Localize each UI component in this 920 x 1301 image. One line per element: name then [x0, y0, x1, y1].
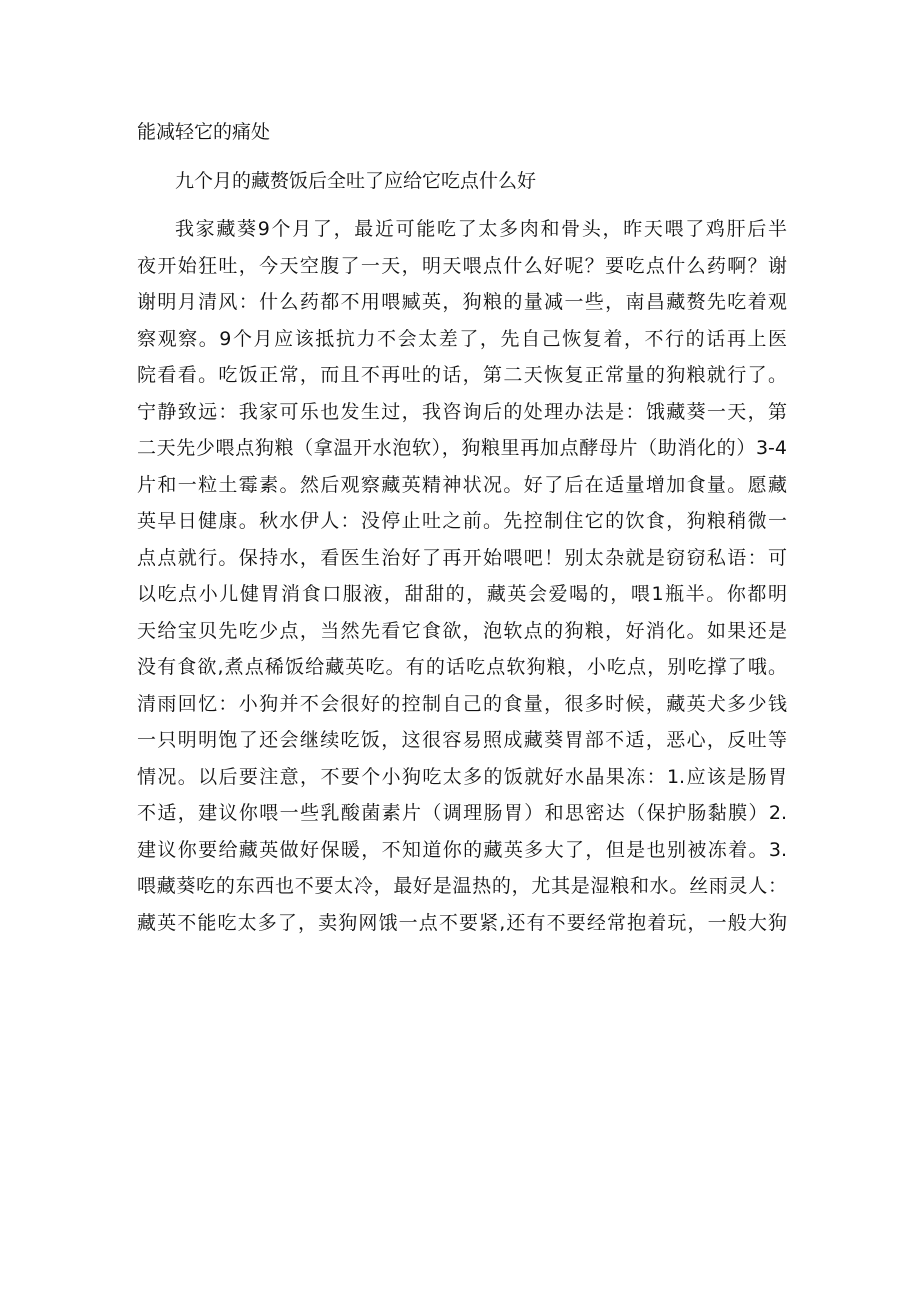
paragraph-line: 建议你要给藏英做好保暖，不知道你的藏英多大了，但是也别被冻着。3.	[137, 838, 787, 861]
text-line-continuation: 能减轻它的痛处	[137, 121, 271, 143]
paragraph-line: 以吃点小儿健胃消食口服液，甜甜的，藏英会爱喝的，喂1瓶半。你都明	[137, 583, 787, 605]
paragraph-line: 不适，建议你喂一些乳酸菌素片（调理肠胃）和思密达（保护肠黏膜）2.	[137, 802, 787, 824]
paragraph-line: 情况。以后要注意，不要个小狗吃太多的饭就好水晶果冻：1.应该是肠胃	[137, 765, 787, 788]
paragraph-line: 谢明月清风：什么药都不用喂臧英，狗粮的量减一些，南昌藏赘先吃着观	[137, 291, 787, 313]
paragraph-line: 二天先少喂点狗粮（拿温开水泡软），狗粮里再加点酵母片（助消化的）3-4	[137, 437, 787, 459]
paragraph-line: 片和一粒土霉素。然后观察藏英精神状况。好了后在适量增加食量。愿藏	[137, 473, 787, 496]
document-body	[137, 114, 787, 941]
paragraph-line: 宁静致远：我家可乐也发生过，我咨询后的处理办法是：饿藏葵一天，第	[137, 400, 787, 423]
paragraph-line: 清雨回忆：小狗并不会很好的控制自己的食量，很多时候，藏英犬多少钱	[137, 692, 787, 715]
paragraph-line: 夜开始狂吐，今天空腹了一天，明天喂点什么好呢？要吃点什么药啊？谢	[137, 254, 787, 277]
paragraph-line: 藏英不能吃太多了，卖狗网饿一点不要紧,还有不要经常抱着玩，一般大狗	[137, 911, 787, 934]
paragraph-line: 天给宝贝先吃少点，当然先看它食欲，泡软点的狗粮，好消化。如果还是	[137, 619, 787, 642]
section-heading: 九个月的藏赘饭后全吐了应给它吃点什么好	[175, 169, 537, 192]
paragraph-line: 点点就行。保持水，看医生治好了再开始喂吧！别太杂就是窃窃私语：可	[137, 546, 787, 569]
paragraph-line: 院看看。吃饭正常，而且不再吐的话，第二天恢复正常量的狗粮就行了。	[137, 364, 787, 386]
paragraph-line: 没有食欲,煮点稀饭给藏英吃。有的话吃点软狗粮，小吃点，别吃撑了哦。	[137, 656, 787, 678]
paragraph-line: 一只明明饱了还会继续吃饭，这很容易照成藏葵胃部不适，恶心，反吐等	[137, 729, 787, 751]
paragraph-line: 我家藏葵9个月了，最近可能吃了太多肉和骨头，昨天喂了鸡肝后半	[175, 218, 787, 240]
paragraph-line: 英早日健康。秋水伊人：没停止吐之前。先控制住它的饮食，狗粮稍微一	[137, 510, 787, 532]
paragraph-line: 察观察。9个月应该抵抗力不会太差了，先自己恢复着，不行的话再上医	[137, 327, 787, 350]
paragraph-line: 喂藏葵吃的东西也不要太冷，最好是温热的，尤其是湿粮和水。丝雨灵人：	[137, 875, 787, 897]
